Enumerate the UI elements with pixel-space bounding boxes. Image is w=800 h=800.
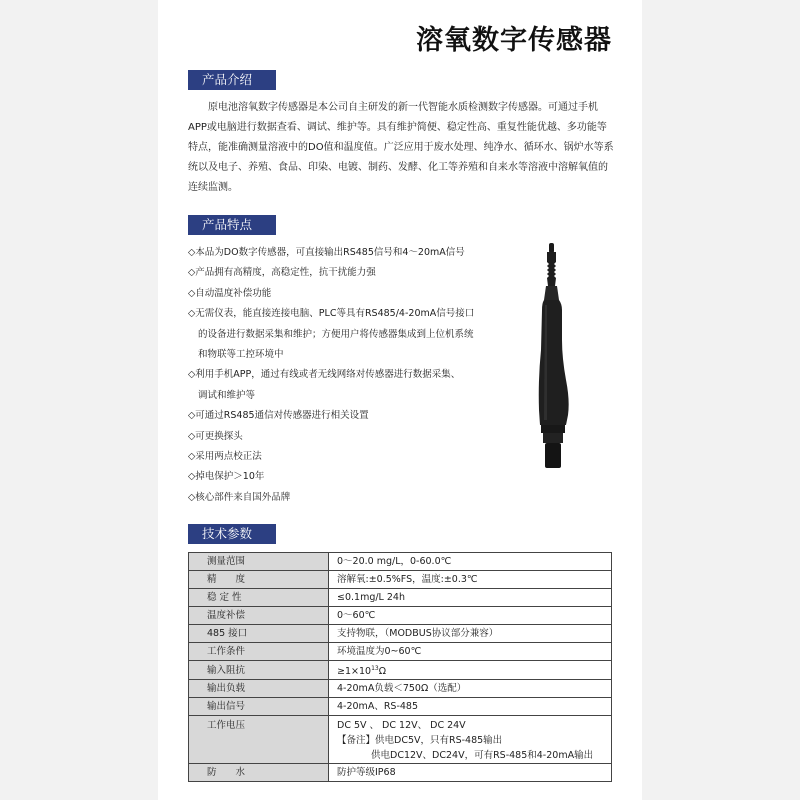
spec-label: 工作电压 <box>189 716 329 764</box>
spec-label: 温度补偿 <box>189 607 329 625</box>
feature-item: ◇可更换探头 <box>188 430 243 442</box>
feature-item: ◇产品拥有高精度，高稳定性，抗干扰能力强 <box>188 267 376 279</box>
section-heading-specs: 技术参数 <box>188 524 276 544</box>
page-title: 溶氧数字传感器 <box>416 25 612 56</box>
spec-label: 防 水 <box>189 764 329 782</box>
spec-label: 工作条件 <box>189 643 329 661</box>
intro-paragraph <box>188 98 614 198</box>
spec-note-line: 【备注】供电DC5V，只有RS-485输出 <box>337 735 503 747</box>
spec-value-line: DC 5V 、 DC 12V、 DC 24V <box>337 720 466 732</box>
feature-item-continuation: 和物联等工控环境中 <box>198 349 284 361</box>
spec-value: 0～20.0 mg/L，0-60.0℃ <box>329 553 612 571</box>
spec-value-base: ≥1×10 <box>337 666 372 678</box>
intro-text: 原电池溶氧数字传感器是本公司自主研发的新一代智能水质检测数字传感器。可通过手机APP或电脑进行数据查看、调试、维护等。具有维护简便、稳定性高、重复性能优越、多功能等特点，能准确测量溶液中的DO值和温度值。广泛应用于废水处理、纯净水、循环水、锅炉水等系统以及电子、养殖、食品、印染、电镀、制药、发酵、化工等养殖和自来水等溶液中溶解氧值的连续监测。 <box>188 102 614 193</box>
spec-value: 0～60℃ <box>329 607 612 625</box>
spec-label: 精 度 <box>189 571 329 589</box>
do-sensor-probe-image <box>532 240 572 470</box>
feature-list <box>188 243 508 508</box>
table-row <box>189 716 612 764</box>
spec-value-unit: Ω <box>378 666 386 678</box>
spec-value: ≤0.1mg/L 24h <box>329 589 612 607</box>
table-row <box>189 553 612 571</box>
table-row <box>189 571 612 589</box>
feature-item: ◇自动温度补偿功能 <box>188 287 272 299</box>
feature-item: ◇采用两点校正法 <box>188 451 262 463</box>
table-row <box>189 607 612 625</box>
spec-value: 环境温度为0~60℃ <box>329 643 612 661</box>
feature-item: ◇利用手机APP，通过有线或者无线网络对传感器进行数据采集、 <box>188 369 461 381</box>
table-row <box>189 589 612 607</box>
spec-value: 4-20mA、RS-485 <box>329 698 612 716</box>
table-row <box>189 625 612 643</box>
table-row <box>189 764 612 782</box>
table-row <box>189 680 612 698</box>
spec-label: 输入阻抗 <box>189 661 329 680</box>
spec-label: 485 接口 <box>189 625 329 643</box>
spec-label: 稳 定 性 <box>189 589 329 607</box>
feature-item-continuation: 的设备进行数据采集和维护；方便用户将传感器集成到上位机系统 <box>198 328 474 340</box>
spec-value <box>329 661 612 680</box>
section-heading-intro: 产品介绍 <box>188 70 276 90</box>
spec-value-exponent: 13 <box>371 665 379 672</box>
feature-item: ◇核心部件来自国外品牌 <box>188 491 291 503</box>
spec-label: 输出信号 <box>189 698 329 716</box>
section-heading-features: 产品特点 <box>188 215 276 235</box>
spec-value: 支持物联，（MODBUS协议部分兼容） <box>329 625 612 643</box>
spec-label: 输出负载 <box>189 680 329 698</box>
feature-item: ◇掉电保护＞10年 <box>188 471 265 483</box>
feature-item: ◇本品为DO数字传感器，可直接输出RS485信号和4～20mA信号 <box>188 247 465 258</box>
spec-label: 测量范围 <box>189 553 329 571</box>
spec-value: 4-20mA负载＜750Ω（选配） <box>329 680 612 698</box>
table-row <box>189 698 612 716</box>
spec-value: 防护等级IP68 <box>329 764 612 782</box>
feature-item: ◇可通过RS485通信对传感器进行相关设置 <box>188 410 369 422</box>
feature-item: ◇无需仪表，能直接连接电脑、PLC等具有RS485/4-20mA信号接口 <box>188 308 475 320</box>
spec-value: 溶解氧:±0.5%FS，温度:±0.3℃ <box>329 571 612 589</box>
feature-item-continuation: 调试和维护等 <box>198 389 256 401</box>
spec-table <box>188 552 612 782</box>
spec-value <box>329 716 612 764</box>
table-row <box>189 661 612 680</box>
table-row <box>189 643 612 661</box>
spec-note-line: 供电DC12V、DC24V，可有RS-485和4-20mA输出 <box>371 750 594 762</box>
